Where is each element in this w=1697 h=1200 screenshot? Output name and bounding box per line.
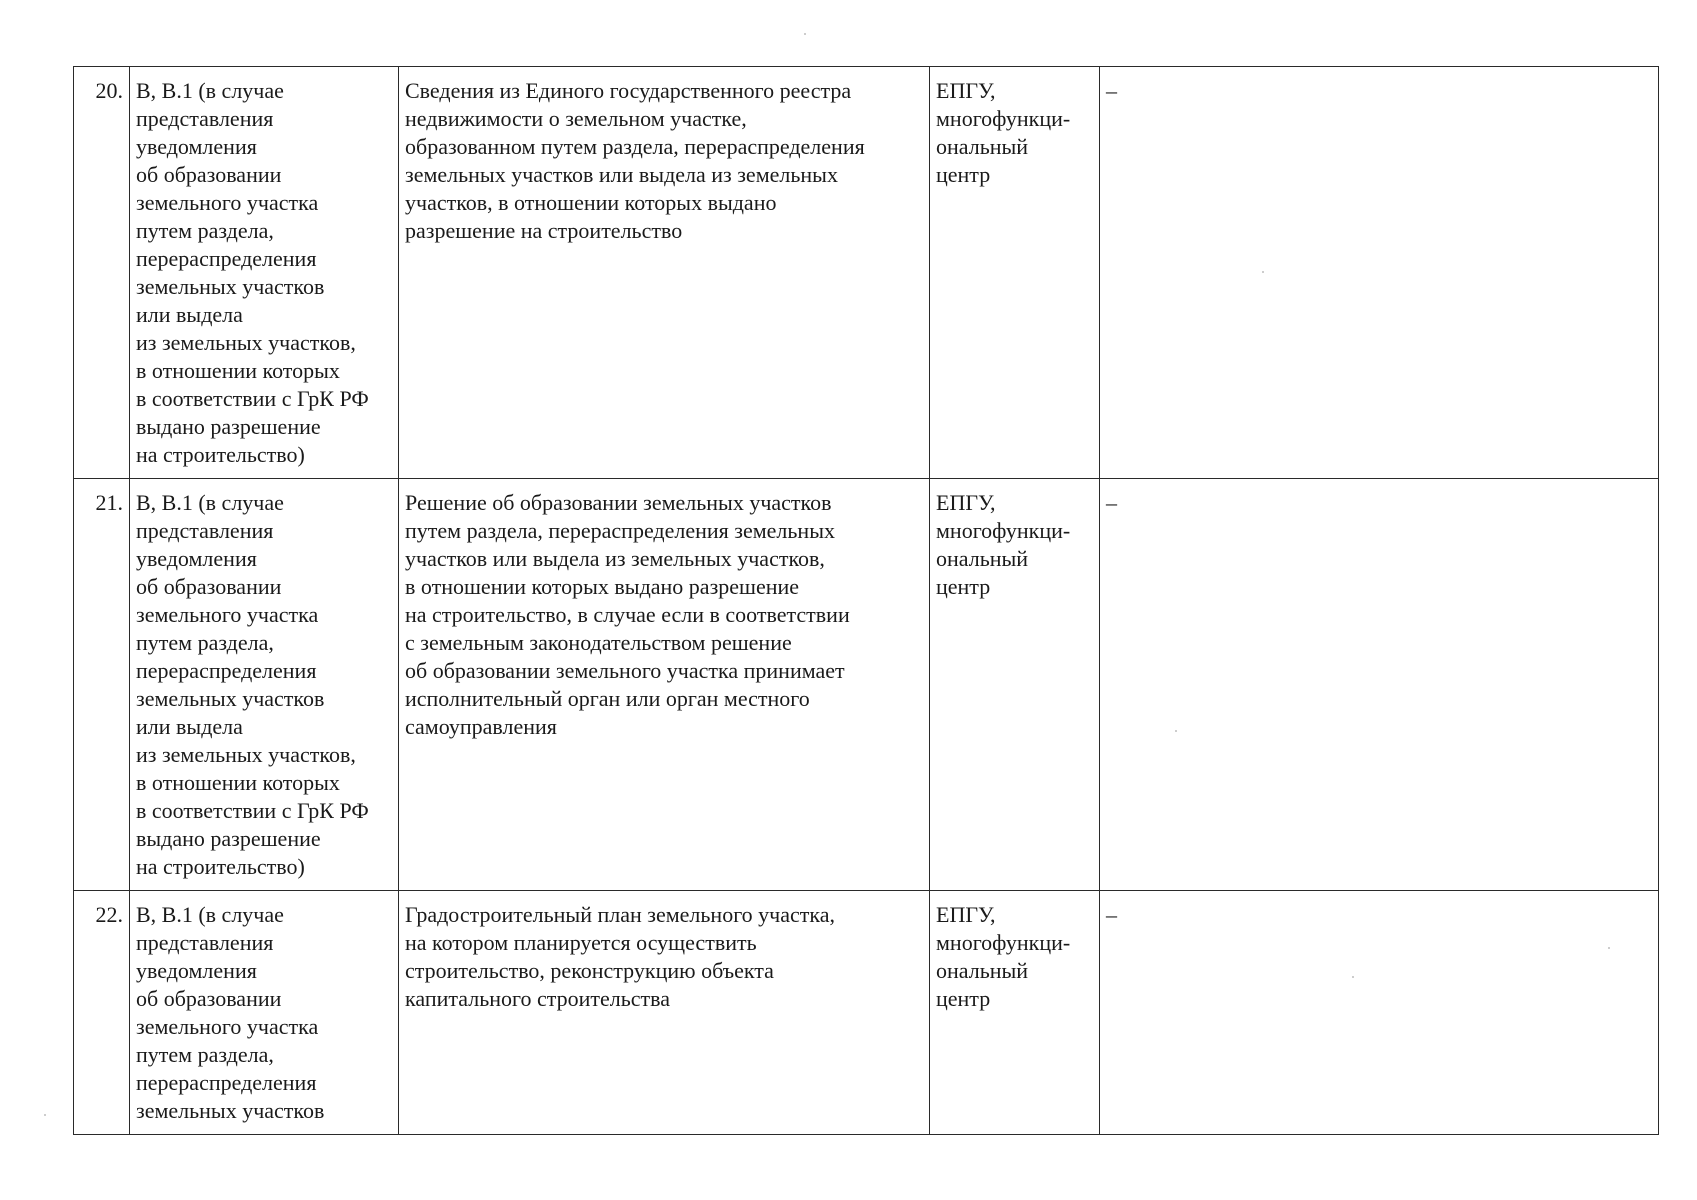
table-row — [74, 479, 1659, 891]
scan-speck — [1262, 271, 1264, 273]
applicant-cell: В, В.1 (в случае представления уведомления об образовании земельного участка путем раздела, перераспределения земельных участков или выдела из земельных участков, в отношении которых в соответствии с ГрК РФ выдано разрешение на строительство) — [130, 67, 399, 479]
note-cell: – — [1100, 67, 1659, 479]
table-row — [74, 67, 1659, 479]
scan-speck — [1175, 730, 1177, 732]
note-cell: – — [1100, 479, 1659, 891]
source-cell: ЕПГУ, многофункци- ональный центр — [930, 479, 1100, 891]
row-number: 20. — [74, 67, 130, 479]
note-cell: – — [1100, 891, 1659, 1135]
applicant-cell: В, В.1 (в случае представления уведомления об образовании земельного участка путем раздела, перераспределения земельных участков или выдела из земельных участков, в отношении которых в соответствии с ГрК РФ выдано разрешение на строительство) — [130, 479, 399, 891]
row-number: 21. — [74, 479, 130, 891]
source-cell: ЕПГУ, многофункци- ональный центр — [930, 67, 1100, 479]
scan-speck — [804, 33, 806, 35]
scan-speck — [1352, 976, 1354, 978]
scan-speck — [1608, 947, 1610, 949]
scan-speck — [44, 1114, 46, 1116]
row-number: 22. — [74, 891, 130, 1135]
document-cell: Решение об образовании земельных участков путем раздела, перераспределения земельных участков или выдела из земельных участков, в отношении которых выдано разрешение на строительство, в случае если в соответствии с земельным законодательством решение об образовании земельного участка принимает исполнительный орган или орган местного самоуправления — [399, 479, 930, 891]
document-cell: Сведения из Единого государственного реестра недвижимости о земельном участке, образованном путем раздела, перераспределения земельных участков или выдела из земельных участков, в отношении которых выдано разрешение на строительство — [399, 67, 930, 479]
document-cell: Градостроительный план земельного участка, на котором планируется осуществить строительство, реконструкцию объекта капитального строительства — [399, 891, 930, 1135]
applicant-cell: В, В.1 (в случае представления уведомления об образовании земельного участка путем раздела, перераспределения земельных участков — [130, 891, 399, 1135]
table-row — [74, 891, 1659, 1135]
requirements-table — [73, 66, 1659, 1135]
source-cell: ЕПГУ, многофункци- ональный центр — [930, 891, 1100, 1135]
